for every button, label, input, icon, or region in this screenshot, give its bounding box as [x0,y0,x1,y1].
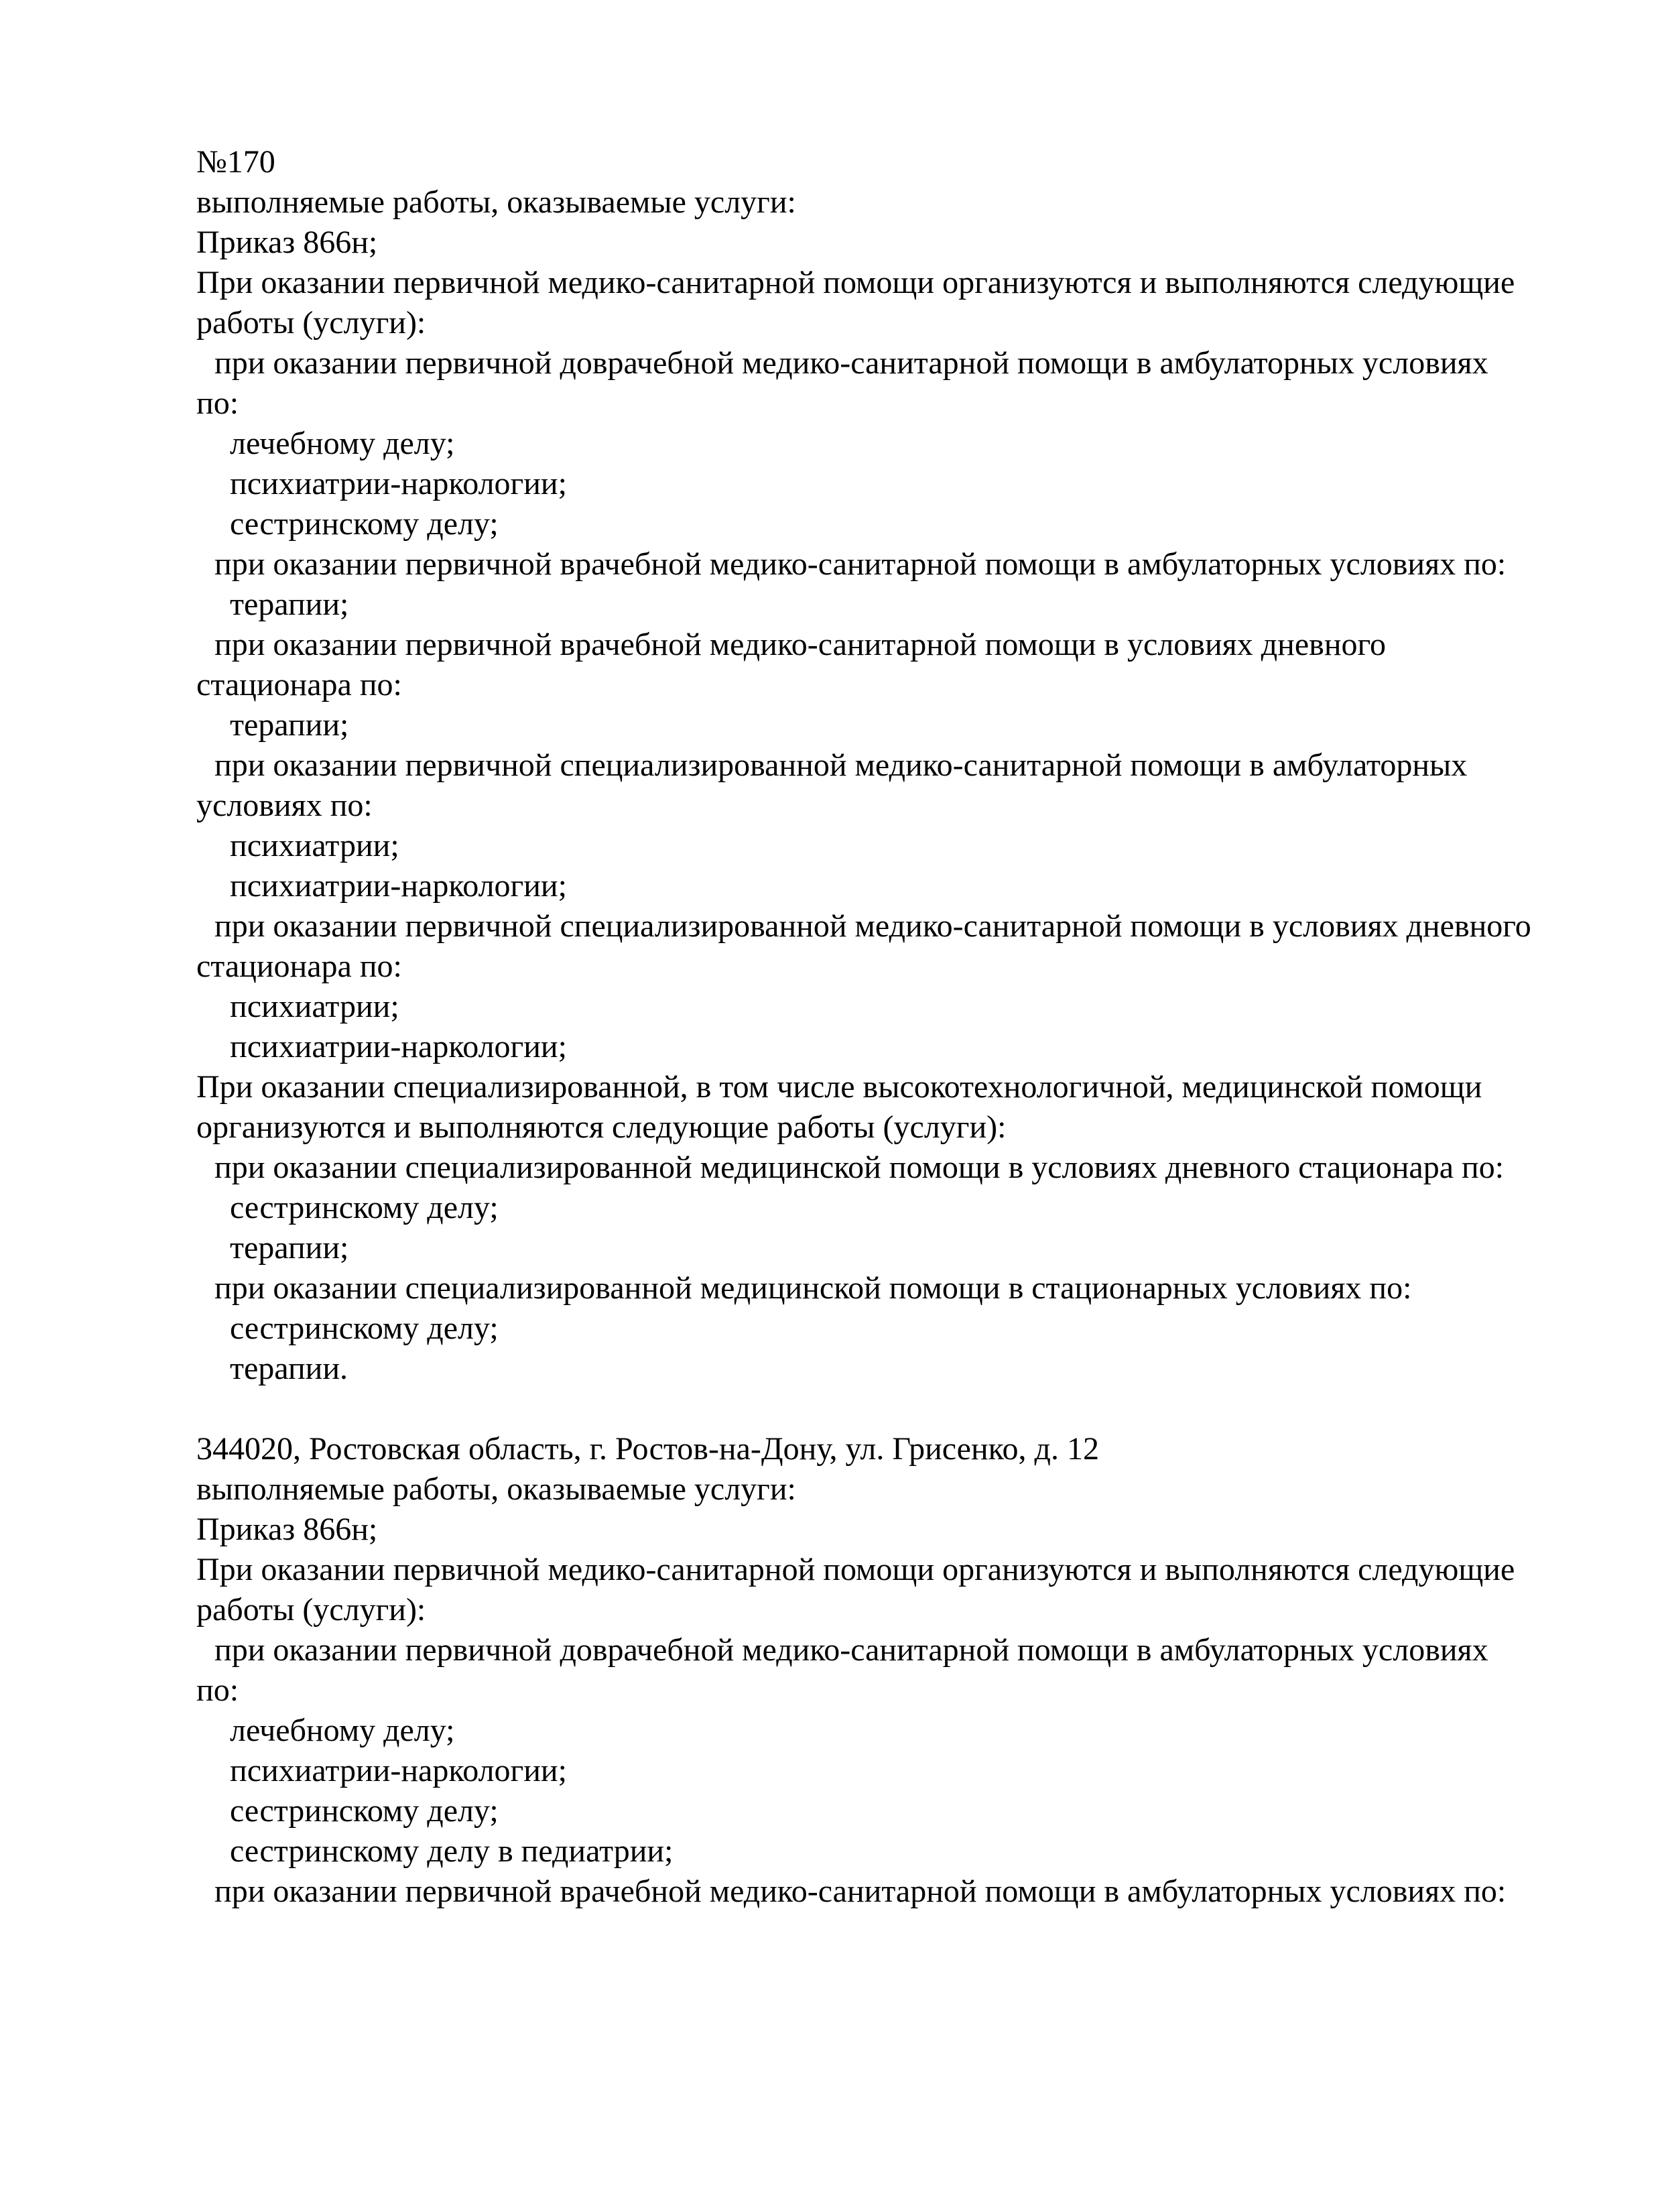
document-line: организуются и выполняются следующие работы (услуги): [196,1109,1007,1145]
document-line: №170 [196,144,275,180]
document-line: При оказании специализированной, в том числе высокотехнологичной, медицинской помощи [196,1069,1482,1105]
document-line: терапии; [230,707,349,743]
document-line: психиатрии-наркологии; [230,868,567,904]
document-line: психиатрии-наркологии; [230,1029,567,1064]
blank-line [196,1389,1662,1429]
document-line: при оказании первичной доврачебной медико-санитарной помощи в амбулаторных условиях [214,345,1488,381]
document-line: по: [196,1672,239,1708]
document-line: сестринскому делу в педиатрии; [230,1833,674,1869]
document-line: сестринскому делу; [230,1793,499,1829]
document-line: при оказании первичной врачебной медико-санитарной помощи в амбулаторных условиях по: [214,1873,1507,1909]
document-line: стационара по: [196,667,402,702]
document-line: при оказании первичной доврачебной медико-санитарной помощи в амбулаторных условиях [214,1632,1488,1668]
document-line: при оказании первичной специализированной медико-санитарной помощи в амбулаторных [214,747,1468,783]
document-line: работы (услуги): [196,1592,426,1627]
document-line: При оказании первичной медико-санитарной помощи организуются и выполняются следующие [196,1552,1515,1587]
document-line: сестринскому делу; [230,506,499,542]
document-line: при оказании первичной специализированной медико-санитарной помощи в условиях дневного [214,908,1531,944]
document-line: психиатрии-наркологии; [230,466,567,501]
document-line: Приказ 866н; [196,1512,378,1547]
document-line: условиях по: [196,788,373,823]
document-line: психиатрии; [230,989,399,1024]
document-line: Приказ 866н; [196,225,378,260]
document-line: психиатрии-наркологии; [230,1753,567,1788]
document-line: При оказании первичной медико-санитарной помощи организуются и выполняются следующие [196,265,1515,300]
document-line: лечебному делу; [230,426,455,461]
document-line: терапии; [230,587,349,622]
document-line: при оказании первичной врачебной медико-санитарной помощи в условиях дневного [214,627,1386,662]
document-line: сестринскому делу; [230,1310,499,1346]
document-line: 344020, Ростовская область, г. Ростов-на-Дону, ул. Грисенко, д. 12 [196,1431,1099,1467]
document-line: терапии. [230,1351,348,1386]
document-line: психиатрии; [230,828,399,863]
document-line: терапии; [230,1230,349,1266]
document-line: сестринскому делу; [230,1190,499,1225]
license-text-block [196,142,1662,1912]
document-line: работы (услуги): [196,305,426,341]
document-line: лечебному делу; [230,1713,455,1748]
document-line: стационара по: [196,948,402,984]
document-line: выполняемые работы, оказываемые услуги: [196,1471,796,1507]
document-line: выполняемые работы, оказываемые услуги: [196,184,796,220]
document-line: при оказании первичной врачебной медико-санитарной помощи в амбулаторных условиях по: [214,546,1507,582]
document-line: по: [196,385,239,421]
document-line: при оказании специализированной медицинской помощи в стационарных условиях по: [214,1270,1412,1306]
document-line: при оказании специализированной медицинской помощи в условиях дневного стационара по: [214,1150,1505,1185]
